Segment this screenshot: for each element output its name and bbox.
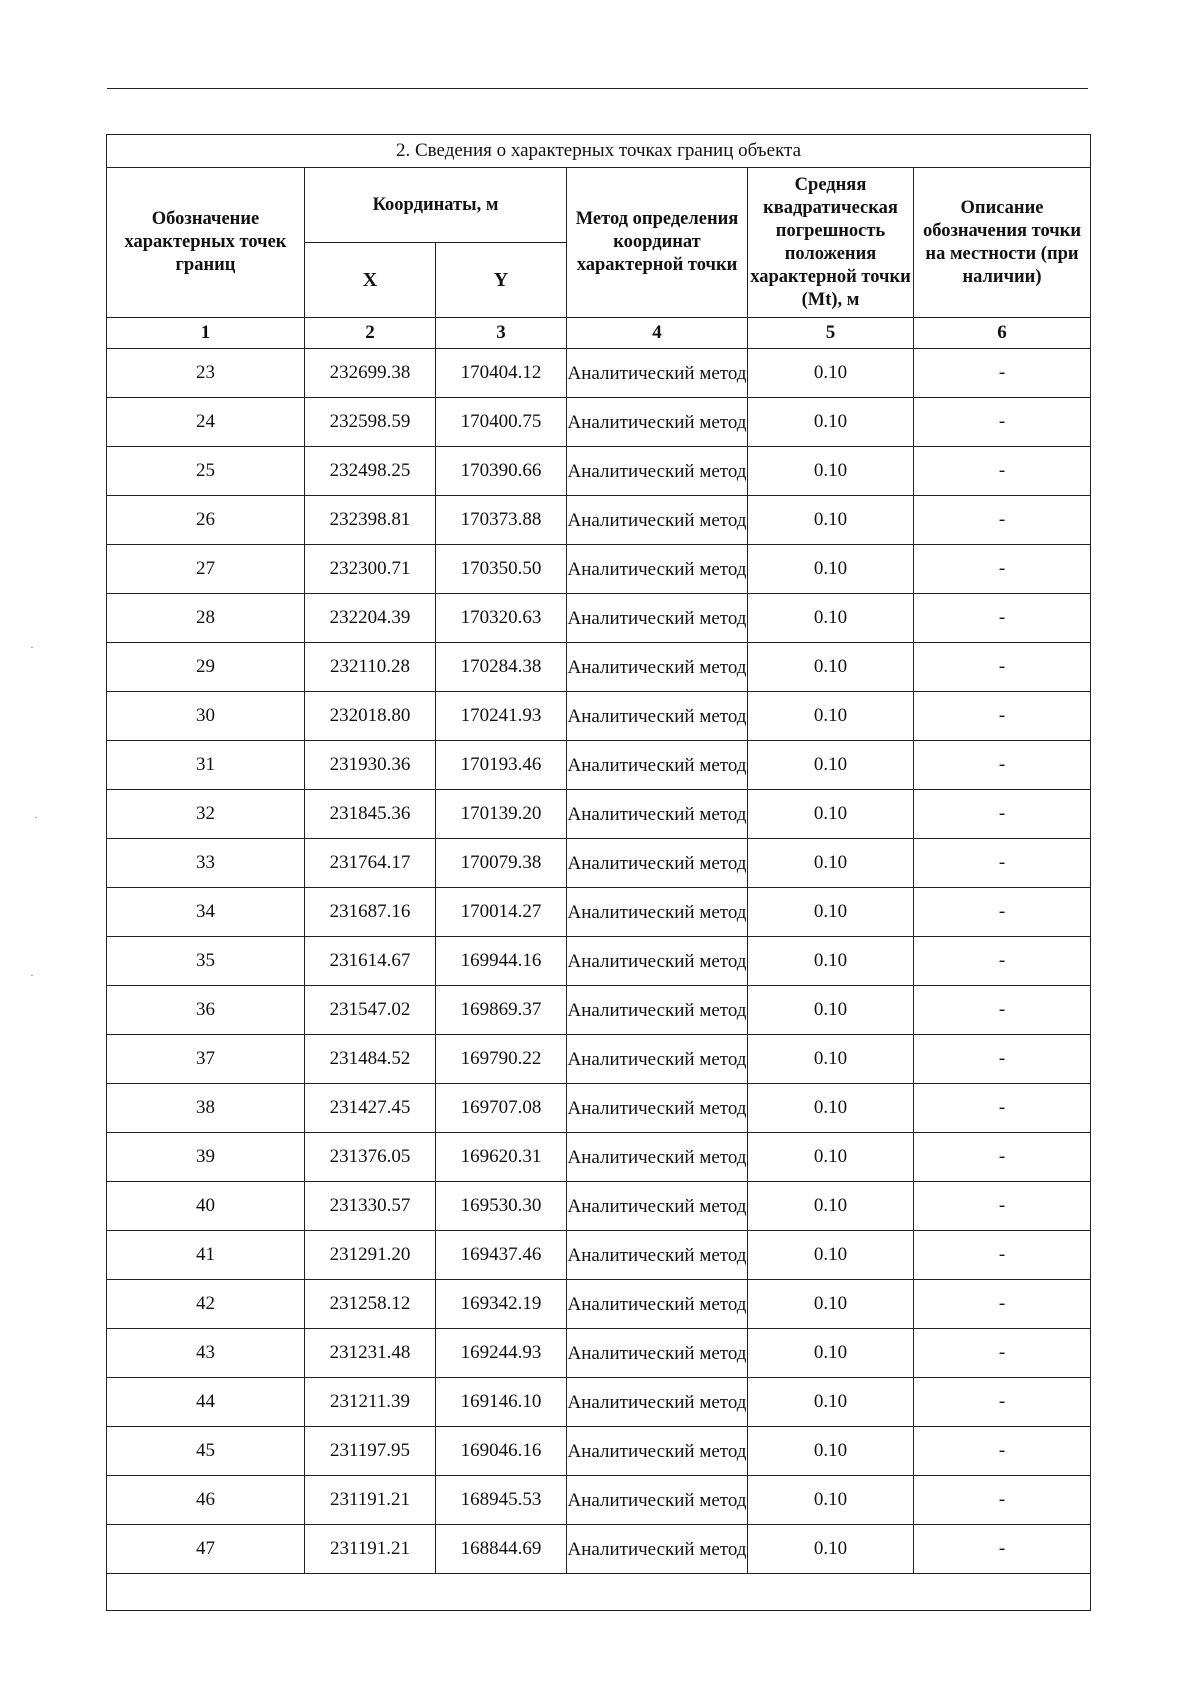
x-coordinate-cell: 231427.45	[305, 1084, 436, 1133]
description-cell: -	[914, 937, 1091, 986]
point-number-cell: 25	[107, 447, 305, 496]
x-coordinate-cell: 231687.16	[305, 888, 436, 937]
table-row	[107, 398, 1091, 447]
point-number-cell: 28	[107, 594, 305, 643]
description-cell: -	[914, 643, 1091, 692]
accuracy-cell: 0.10	[748, 1329, 914, 1378]
accuracy-cell: 0.10	[748, 790, 914, 839]
header-designation: Обозначение характерных точек границ	[107, 168, 305, 318]
y-coordinate-cell: 170241.93	[436, 692, 567, 741]
x-coordinate-cell: 231258.12	[305, 1280, 436, 1329]
header-coordinates: Координаты, м	[305, 168, 567, 243]
accuracy-cell: 0.10	[748, 496, 914, 545]
accuracy-cell: 0.10	[748, 1525, 914, 1574]
accuracy-cell: 0.10	[748, 447, 914, 496]
accuracy-cell: 0.10	[748, 986, 914, 1035]
accuracy-cell: 0.10	[748, 545, 914, 594]
x-coordinate-cell: 232204.39	[305, 594, 436, 643]
x-coordinate-cell: 232498.25	[305, 447, 436, 496]
point-number-cell: 37	[107, 1035, 305, 1084]
method-cell: Аналитический метод	[567, 1231, 748, 1280]
table-row	[107, 545, 1091, 594]
description-cell: -	[914, 790, 1091, 839]
point-number-cell: 34	[107, 888, 305, 937]
accuracy-cell: 0.10	[748, 1231, 914, 1280]
method-cell: Аналитический метод	[567, 839, 748, 888]
table-row	[107, 496, 1091, 545]
method-cell: Аналитический метод	[567, 1329, 748, 1378]
point-number-cell: 47	[107, 1525, 305, 1574]
y-coordinate-cell: 169437.46	[436, 1231, 567, 1280]
accuracy-cell: 0.10	[748, 839, 914, 888]
header-description: Описание обозначения точки на местности (при наличии)	[914, 168, 1091, 318]
accuracy-cell: 0.10	[748, 594, 914, 643]
boundary-points-table	[106, 134, 1091, 1611]
column-number: 6	[914, 318, 1091, 349]
section-title: 2. Сведения о характерных точках границ объекта	[107, 135, 1091, 168]
x-coordinate-cell: 232110.28	[305, 643, 436, 692]
description-cell: -	[914, 1084, 1091, 1133]
x-coordinate-cell: 231191.21	[305, 1525, 436, 1574]
description-cell: -	[914, 839, 1091, 888]
description-cell: -	[914, 349, 1091, 398]
method-cell: Аналитический метод	[567, 496, 748, 545]
point-number-cell: 41	[107, 1231, 305, 1280]
x-coordinate-cell: 232398.81	[305, 496, 436, 545]
x-coordinate-cell: 231231.48	[305, 1329, 436, 1378]
table-row	[107, 1525, 1091, 1574]
y-coordinate-cell: 170404.12	[436, 349, 567, 398]
method-cell: Аналитический метод	[567, 349, 748, 398]
accuracy-cell: 0.10	[748, 1182, 914, 1231]
accuracy-cell: 0.10	[748, 1427, 914, 1476]
point-number-cell: 32	[107, 790, 305, 839]
table-row	[107, 1133, 1091, 1182]
column-number-row	[107, 318, 1091, 349]
method-cell: Аналитический метод	[567, 888, 748, 937]
column-number: 4	[567, 318, 748, 349]
description-cell: -	[914, 496, 1091, 545]
description-cell: -	[914, 1035, 1091, 1084]
point-number-cell: 24	[107, 398, 305, 447]
x-coordinate-cell: 231291.20	[305, 1231, 436, 1280]
x-coordinate-cell: 231764.17	[305, 839, 436, 888]
y-coordinate-cell: 169869.37	[436, 986, 567, 1035]
point-number-cell: 30	[107, 692, 305, 741]
y-coordinate-cell: 169790.22	[436, 1035, 567, 1084]
y-coordinate-cell: 170014.27	[436, 888, 567, 937]
table-row	[107, 447, 1091, 496]
column-number: 2	[305, 318, 436, 349]
y-coordinate-cell: 169707.08	[436, 1084, 567, 1133]
method-cell: Аналитический метод	[567, 937, 748, 986]
x-coordinate-cell: 231484.52	[305, 1035, 436, 1084]
method-cell: Аналитический метод	[567, 1035, 748, 1084]
scan-speck: ·	[30, 968, 34, 982]
point-number-cell: 31	[107, 741, 305, 790]
description-cell: -	[914, 888, 1091, 937]
table-row	[107, 692, 1091, 741]
x-coordinate-cell: 231614.67	[305, 937, 436, 986]
point-number-cell: 40	[107, 1182, 305, 1231]
point-number-cell: 42	[107, 1280, 305, 1329]
table-row	[107, 937, 1091, 986]
accuracy-cell: 0.10	[748, 1476, 914, 1525]
scan-speck: ·	[34, 810, 38, 824]
x-coordinate-cell: 231197.95	[305, 1427, 436, 1476]
x-coordinate-cell: 232018.80	[305, 692, 436, 741]
point-number-cell: 29	[107, 643, 305, 692]
description-cell: -	[914, 1280, 1091, 1329]
method-cell: Аналитический метод	[567, 986, 748, 1035]
x-coordinate-cell: 231376.05	[305, 1133, 436, 1182]
table-row	[107, 1280, 1091, 1329]
x-coordinate-cell: 232300.71	[305, 545, 436, 594]
method-cell: Аналитический метод	[567, 1280, 748, 1329]
method-cell: Аналитический метод	[567, 741, 748, 790]
accuracy-cell: 0.10	[748, 888, 914, 937]
description-cell: -	[914, 447, 1091, 496]
y-coordinate-cell: 170193.46	[436, 741, 567, 790]
scan-speck: ·	[30, 640, 34, 654]
y-coordinate-cell: 168844.69	[436, 1525, 567, 1574]
accuracy-cell: 0.10	[748, 937, 914, 986]
column-number: 1	[107, 318, 305, 349]
accuracy-cell: 0.10	[748, 398, 914, 447]
accuracy-cell: 0.10	[748, 349, 914, 398]
y-coordinate-cell: 168945.53	[436, 1476, 567, 1525]
accuracy-cell: 0.10	[748, 1035, 914, 1084]
table-row	[107, 1084, 1091, 1133]
method-cell: Аналитический метод	[567, 1427, 748, 1476]
description-cell: -	[914, 1133, 1091, 1182]
table-row	[107, 594, 1091, 643]
x-coordinate-cell: 232598.59	[305, 398, 436, 447]
description-cell: -	[914, 986, 1091, 1035]
method-cell: Аналитический метод	[567, 790, 748, 839]
y-coordinate-cell: 169342.19	[436, 1280, 567, 1329]
x-coordinate-cell: 231845.36	[305, 790, 436, 839]
y-coordinate-cell: 170139.20	[436, 790, 567, 839]
header-accuracy: Средняя квадратическая погрешность положения характерной точки (Mt), м	[748, 168, 914, 318]
point-number-cell: 36	[107, 986, 305, 1035]
method-cell: Аналитический метод	[567, 1084, 748, 1133]
accuracy-cell: 0.10	[748, 692, 914, 741]
table-row	[107, 1476, 1091, 1525]
y-coordinate-cell: 170373.88	[436, 496, 567, 545]
description-cell: -	[914, 594, 1091, 643]
table-row	[107, 790, 1091, 839]
table-row	[107, 839, 1091, 888]
table-footer-cell	[107, 1574, 1091, 1611]
accuracy-cell: 0.10	[748, 1084, 914, 1133]
method-cell: Аналитический метод	[567, 692, 748, 741]
method-cell: Аналитический метод	[567, 643, 748, 692]
column-number: 5	[748, 318, 914, 349]
table-footer-row	[107, 1574, 1091, 1611]
y-coordinate-cell: 170284.38	[436, 643, 567, 692]
y-coordinate-cell: 170320.63	[436, 594, 567, 643]
method-cell: Аналитический метод	[567, 447, 748, 496]
description-cell: -	[914, 1231, 1091, 1280]
y-coordinate-cell: 169244.93	[436, 1329, 567, 1378]
point-number-cell: 33	[107, 839, 305, 888]
description-cell: -	[914, 1525, 1091, 1574]
point-number-cell: 26	[107, 496, 305, 545]
table-row	[107, 986, 1091, 1035]
description-cell: -	[914, 692, 1091, 741]
accuracy-cell: 0.10	[748, 643, 914, 692]
description-cell: -	[914, 741, 1091, 790]
table-row	[107, 1231, 1091, 1280]
description-cell: -	[914, 1329, 1091, 1378]
column-number: 3	[436, 318, 567, 349]
table-row	[107, 1035, 1091, 1084]
accuracy-cell: 0.10	[748, 1133, 914, 1182]
table-row	[107, 741, 1091, 790]
y-coordinate-cell: 169620.31	[436, 1133, 567, 1182]
point-number-cell: 35	[107, 937, 305, 986]
point-number-cell: 45	[107, 1427, 305, 1476]
description-cell: -	[914, 1476, 1091, 1525]
point-number-cell: 39	[107, 1133, 305, 1182]
y-coordinate-cell: 170350.50	[436, 545, 567, 594]
accuracy-cell: 0.10	[748, 1280, 914, 1329]
point-number-cell: 46	[107, 1476, 305, 1525]
x-coordinate-cell: 231547.02	[305, 986, 436, 1035]
y-coordinate-cell: 169046.16	[436, 1427, 567, 1476]
description-cell: -	[914, 1182, 1091, 1231]
y-coordinate-cell: 170400.75	[436, 398, 567, 447]
table-row	[107, 1427, 1091, 1476]
y-coordinate-cell: 169146.10	[436, 1378, 567, 1427]
y-coordinate-cell: 169530.30	[436, 1182, 567, 1231]
table-row	[107, 643, 1091, 692]
point-number-cell: 23	[107, 349, 305, 398]
point-number-cell: 43	[107, 1329, 305, 1378]
top-rule	[107, 88, 1088, 89]
x-coordinate-cell: 231330.57	[305, 1182, 436, 1231]
method-cell: Аналитический метод	[567, 398, 748, 447]
x-coordinate-cell: 231211.39	[305, 1378, 436, 1427]
table-row	[107, 1182, 1091, 1231]
table-row	[107, 1329, 1091, 1378]
method-cell: Аналитический метод	[567, 594, 748, 643]
method-cell: Аналитический метод	[567, 545, 748, 594]
method-cell: Аналитический метод	[567, 1525, 748, 1574]
y-coordinate-cell: 170079.38	[436, 839, 567, 888]
header-x: X	[305, 243, 436, 318]
table-row	[107, 1378, 1091, 1427]
description-cell: -	[914, 545, 1091, 594]
accuracy-cell: 0.10	[748, 1378, 914, 1427]
header-y: Y	[436, 243, 567, 318]
accuracy-cell: 0.10	[748, 741, 914, 790]
point-number-cell: 27	[107, 545, 305, 594]
method-cell: Аналитический метод	[567, 1476, 748, 1525]
header-method: Метод определения координат характерной точки	[567, 168, 748, 318]
table-row	[107, 349, 1091, 398]
description-cell: -	[914, 1427, 1091, 1476]
point-number-cell: 38	[107, 1084, 305, 1133]
point-number-cell: 44	[107, 1378, 305, 1427]
method-cell: Аналитический метод	[567, 1182, 748, 1231]
x-coordinate-cell: 231930.36	[305, 741, 436, 790]
y-coordinate-cell: 170390.66	[436, 447, 567, 496]
method-cell: Аналитический метод	[567, 1378, 748, 1427]
description-cell: -	[914, 398, 1091, 447]
x-coordinate-cell: 231191.21	[305, 1476, 436, 1525]
y-coordinate-cell: 169944.16	[436, 937, 567, 986]
x-coordinate-cell: 232699.38	[305, 349, 436, 398]
table-row	[107, 888, 1091, 937]
description-cell: -	[914, 1378, 1091, 1427]
method-cell: Аналитический метод	[567, 1133, 748, 1182]
